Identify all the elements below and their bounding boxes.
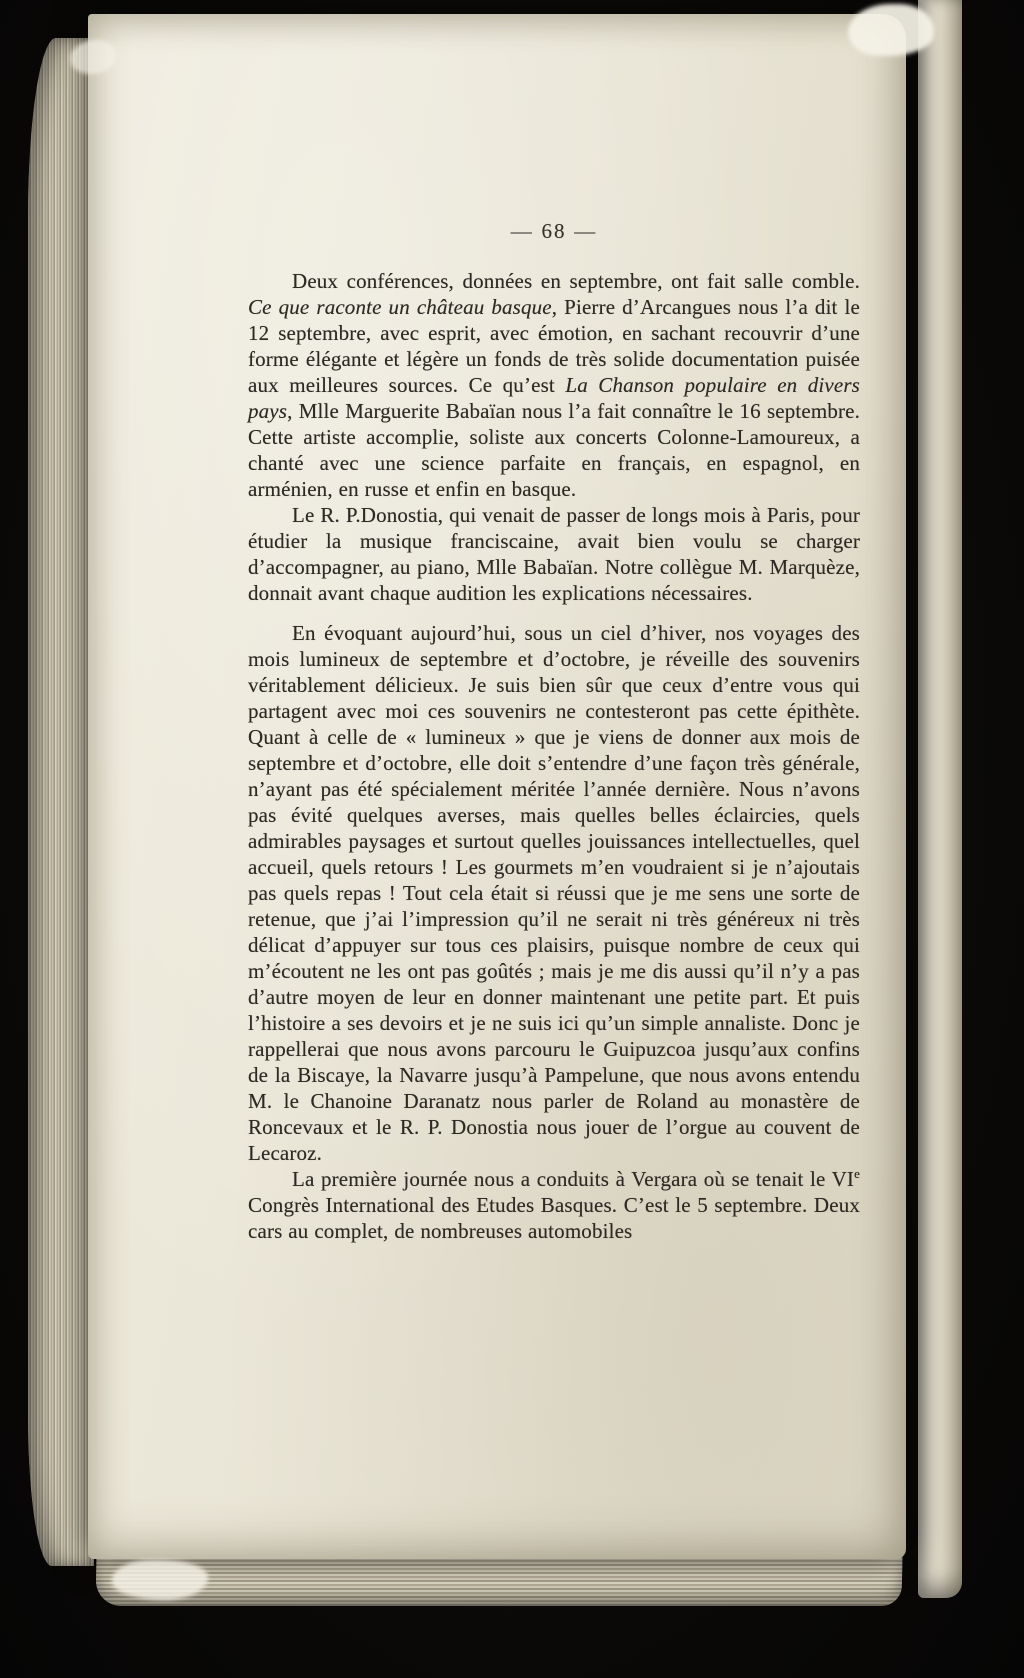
ordinal-superscript: e — [854, 1166, 860, 1181]
torn-paper-tuft-bottom-left — [112, 1560, 208, 1600]
paragraph-text: , Pierre d’Arcangues nous l’a dit le 12 septembre, avec esprit, avec émotion, en sachant recouvrir d’une forme élégante et légère un fonds de très solide documentation puisée aux meilleures sources. Ce qu’est — [248, 295, 860, 397]
adjacent-page-edge — [918, 0, 962, 1598]
paragraph-text-italic: Ce que raconte un château basque — [248, 295, 552, 319]
paragraph-4 — [248, 1166, 860, 1244]
paragraph-text: Deux conférences, données en septembre, ont fait salle comble. — [292, 269, 860, 293]
page-stack-bottom-edge — [95, 1554, 902, 1606]
page-number: — 68 — — [510, 219, 598, 243]
paragraph-text: Le R. P.Donostia, qui venait de passer de longs mois à Paris, pour étudier la musique franciscaine, avait bien voulu se charger d’accompagner, au piano, Mlle Babaïan. Notre collègue M. Marquèze, donnait avant chaque audition les explications nécessaires. — [248, 503, 860, 605]
page-stack-left-edge — [28, 38, 94, 1566]
printed-text-block — [248, 218, 860, 1244]
paragraph-3 — [248, 620, 860, 1166]
paragraph-text: En évoquant aujourd’hui, sous un ciel d’hiver, nos voyages des mois lumineux de septembre et d’octobre, je réveille des souvenirs véritablement délicieux. Je suis bien sûr que ceux d’entre vous qui partagent avec moi ces souvenirs ne contesteront pas cette épithète. Quant à celle de « lumineux » que je viens de donner aux mois de septembre et d’octobre, elle doit s’entendre d’une façon très générale, n’ayant pas été spécialement méritée l’année dernière. Nous n’avons pas évité quelques averses, mais quelles belles éclaircies, quels admirables paysages et surtout quelles jouissances intellectuelles, quel accueil, quels retours ! Les gourmets m’en voudraient si je n’ajoutais pas quels repas ! Tout cela était si réussi que je me sens une sorte de retenue, que j’ai l’impression qu’il ne serait ni très généreux ni très délicat d’appuyer sur tous ces plaisirs, puisque nombre de ceux qui m’écoutent ne les ont pas goûtés ; mais je me dis aussi qu’il n’y a pas d’autre moyen de leur en donner maintenant une petite part. Et puis l’histoire a ses devoirs et je ne suis ici qu’un simple annaliste. Donc je rappellerai que nous avons parcouru le Guipuzcoa jusqu’aux confins de la Biscaye, la Navarre jusqu’à Pampelune, que nous avons entendu M. le Chanoine Daranatz nous parler de Roland au monastère de Roncevaux et le R. P. Donostia nous jouer de l’orgue au couvent de Lecaroz. — [248, 621, 860, 1165]
paragraph-text: La première journée nous a conduits à Vergara où se tenait le VI — [292, 1167, 855, 1191]
book-page — [88, 14, 906, 1559]
paragraph-text: , Mlle Marguerite Babaïan nous l’a fait connaître le 16 septembre. Cette artiste accomplie, soliste aux concerts Colonne-Lamoureux, a chanté avec une science parfaite en français, en espagnol, en arménien, en russe et enfin en basque. — [248, 399, 860, 501]
paragraph-text: Congrès International des Etudes Basques. C’est le 5 septembre. Deux cars au complet, de nombreuses automobiles — [248, 1193, 860, 1243]
paragraph-2 — [248, 502, 860, 606]
paragraph-text-italic: La Chanson populaire en divers pays — [248, 373, 861, 423]
torn-paper-tuft-top-right — [848, 4, 934, 56]
paragraph-1 — [248, 268, 860, 502]
